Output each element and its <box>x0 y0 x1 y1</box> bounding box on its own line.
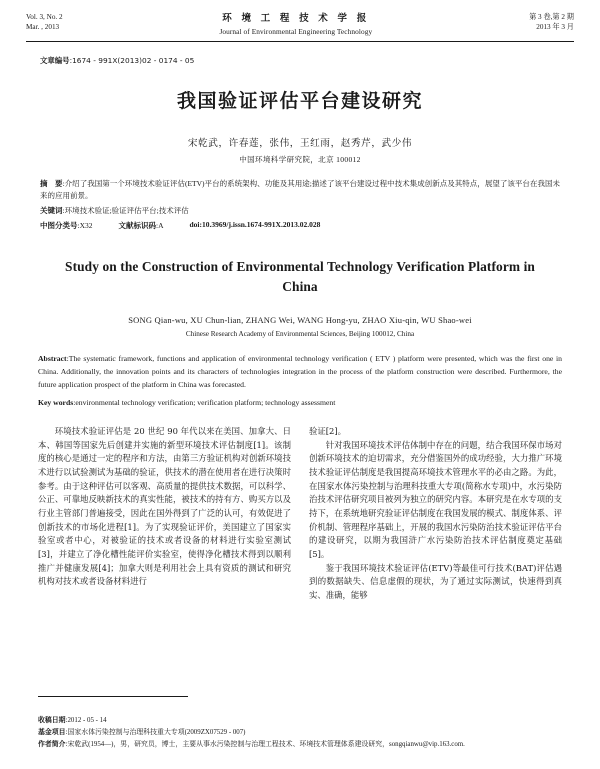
authors-en: SONG Qian-wu, XU Chun-lian, ZHANG Wei, WANG Hong-yu, ZHAO Xiu-qin, WU Shao-wei <box>128 314 472 325</box>
keywords-text-en: :environmental technology verification; verification platform; technology assessment <box>73 397 336 407</box>
body-paragraph: 环境技术验证评估是 20 世纪 90 年代以来在美国、加拿大、日本、韩国等国家先后创建并实施的新型环境技术评估制度[1]。该制度的核心是通过一定的程序和方法，由第三方验证机构对创新环境技术进行以试验测试为基础的验证，供技术的潜在使用者在进行决策时参考。由于这种评估可以客观、高质量的提供技术数据，可以科学、公正、可靠地反映新技术的真实性能，被技术的持有方、购买方以及行业主管部门普遍接受，因此在国外得到了广泛的认可，有效促进了创新技术的市场化进程[1]。为了实现验证评价，美国建立了国家实验室或者中心，对被验证的技术或者设备的材料进行实验室测试[3]，并建立了净化槽性能评价实验室，使得净化槽技术得到以顺利推广并健康发展[4]；加拿大则是利用社会上具有资质的测试和研究机构对技术或者设备材料进行 <box>38 425 291 587</box>
issue-date-en: Mar. , 2013 <box>26 23 60 32</box>
page-title-cn: 我国验证评估平台建设研究 <box>176 90 423 113</box>
abstract-en <box>38 352 562 392</box>
abstract-text-cn: :介绍了我国第一个环境技术验证评估(ETV)平台的系统架构、功能及其用途;描述了该平台建设过程中技术集成创新点及其特点，展望了该平台在我国未来的应用前景。 <box>40 179 560 201</box>
article-number-line <box>40 55 560 66</box>
abstract-label-en: Abstract <box>38 353 67 363</box>
fund-project <box>38 727 576 739</box>
authors-cn: 宋乾武，许春莲，张伟，王红雨，赵秀芹，武少伟 <box>187 138 413 150</box>
author-bio <box>38 739 576 751</box>
clc-number <box>40 220 93 231</box>
article-number-value: :1674 - 991X(2013)02 - 0174 - 05 <box>69 56 195 66</box>
author-bio-label: 作者简介 <box>38 740 66 749</box>
document-code <box>119 220 164 231</box>
affiliation-cn: 中国环境科学研究院，北京 100012 <box>239 155 361 165</box>
journal-title-cn: 环 境 工 程 技 术 学 报 <box>222 13 370 24</box>
abstract-cn <box>40 178 560 202</box>
received-date-value: :2012 - 05 - 14 <box>65 717 107 725</box>
running-head-right <box>529 12 574 33</box>
clc-label: 中图分类号 <box>40 220 78 230</box>
affiliation-en: Chinese Research Academy of Environmental Sciences, Beijing 100012, China <box>185 329 415 338</box>
article-number-label: 文章编号 <box>40 56 70 66</box>
abstract-text-en: :The systematic framework, functions and application of environmental technology verification ( ETV ) platform were presented, which was the first one in China. Additionally, the innovation points and its characters of technologies integration in the process of the platform construction were described. Furthermore, the future application prospect of the platform in China was forecasted. <box>38 353 562 390</box>
keywords-label-cn: 关键词 <box>40 205 63 215</box>
author-bio-value: :宋乾武(1954—)，男，研究员，博士，主要从事水污染控制与治理工程技术、环境技术管理体系建设研究，songqianwu@vip.163.com. <box>65 741 465 749</box>
journal-title-en: Journal of Environmental Engineering Technology <box>219 26 373 36</box>
received-date <box>38 715 576 727</box>
document-code-value: :A <box>156 220 164 230</box>
issue-date-cn: 2013 年 3 月 <box>536 23 574 32</box>
clc-value: :X32 <box>77 220 93 230</box>
running-head-center <box>63 12 529 37</box>
keywords-label-en: Key words <box>38 397 74 407</box>
running-head <box>0 0 600 37</box>
abstract-label-cn: 摘 要 <box>40 179 63 189</box>
running-head-left <box>26 12 63 33</box>
document-code-label: 文献标识码 <box>118 220 156 230</box>
body-paragraph: 验证[2]。 <box>309 425 346 436</box>
body-paragraph: 针对我国环境技术评估体制中存在的问题，结合我国环保市场对创新环境技术的迫切需求，充分借鉴国外的成功经验，大力推广环境技术验证评估制度是我国提高环境技术管理水平的必由之路。为此，在国家水体污染控制与治理科技重大专项(简称水专项)中，水污染防治技术评估研究项目被列为独立的研究内容。本研究是在水专项的支持下，在系统地研究验证评估制度在我国发展的模式、制度体系、评价机制、管理程序基础上，开展的我国水污染防治技术验证评估平台的建设研究，以期为我国浒广水污染防治技术评估制度奠定基础[5]。 <box>309 439 562 560</box>
footnote-divider <box>38 696 188 697</box>
keywords-cn <box>40 205 560 217</box>
fund-project-label: 基金项目 <box>38 728 66 737</box>
body-paragraph: 鉴于我国环境技术验证评估(ETV)等最佳可行技术(BAT)评估遇到的数据缺失、信息虚假的现状，为了通过实际测试，快速得到真实、准确，能够 <box>309 562 562 601</box>
keywords-en <box>38 396 562 409</box>
received-date-label: 收稿日期 <box>38 716 66 725</box>
page-title-en: Study on the Construction of Environmental Technology Verification Platform in China <box>65 258 535 294</box>
body-columns <box>38 425 562 603</box>
body-column-right <box>309 425 562 603</box>
keywords-text-cn: :环境技术验证;验证评估平台;技术评估 <box>62 205 189 215</box>
doi-value[interactable]: doi:10.3969/j.issn.1674-991X.2013.02.028 <box>189 219 321 229</box>
header-divider <box>26 41 574 42</box>
footnotes <box>38 715 576 751</box>
body-column-left <box>38 425 291 603</box>
classification-line <box>40 220 560 231</box>
volume-issue-en: Vol. 3, No. 2 <box>26 13 63 21</box>
volume-issue-cn: 第 3 卷,第 2 期 <box>529 13 574 21</box>
fund-project-value: :国家水体污染控制与治理科技重大专项(2009ZX07529 - 007) <box>65 729 246 737</box>
